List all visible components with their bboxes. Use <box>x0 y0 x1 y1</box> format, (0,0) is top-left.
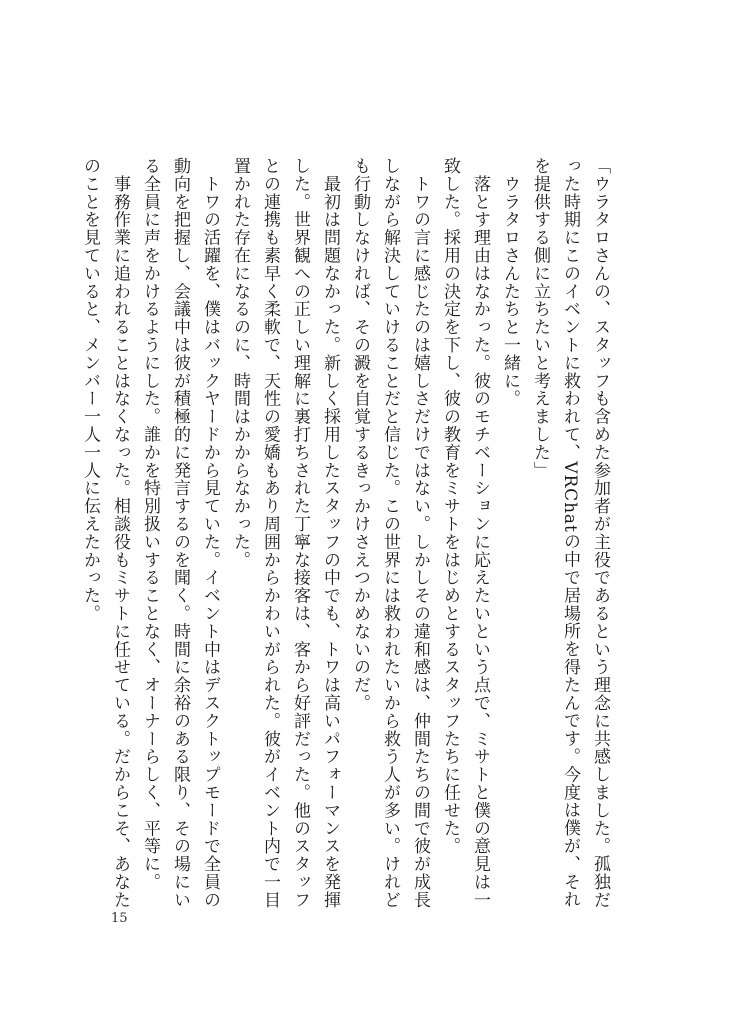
vertical-text-body <box>80 157 615 917</box>
paragraph: 事務作業に追われることはなくなった。相談役もミサトに任せている。だからこそ、あなたのことを見ていると、メンバー一人一人に伝えたかった。 <box>80 157 130 909</box>
paragraph: トワの活躍を、僕はバックヤードから見ていた。イベント中はデスクトップモードで全員の動向を把握し、会議中は彼が積極的に発言するのを聞く。時間に余裕のある限り、その場にいる全員に声をかけるようにした。誰かを特別扱いすることなく、オーナーらしく、平等に。 <box>140 157 220 909</box>
paragraph: 落とす理由はなかった。彼のモチベーションに応えたいという点で、ミサトと僕の意見は一致した。採用の決定を下し、彼の教育をミサトをはじめとするスタッフたちに任せた。 <box>440 157 490 909</box>
paragraph: 「ウラタロさんの、スタッフも含めた参加者が主役であるという理念に共感しました。孤独だった時期にこのイベントに救われて、VRChatの中で居場所を得たんです。今度は僕が、それを提供する側に立ちたいと考えました」 <box>530 157 610 909</box>
paragraph: ウラタロさんたちと一緒に。 <box>500 157 520 408</box>
page-number: 15 <box>111 911 128 926</box>
paragraph: 最初は問題なかった。新しく採用したスタッフの中でも、トワは高いパフォーマンスを発揮した。世界観への正しい理解に裏打ちされた丁寧な接客は、客から好評だった。他のスタッフとの連携も素早く柔軟で、天性の愛嬌もあり周囲からかわいがられた。彼がイベント内で一目置かれた存在になるのに、時間はかからなかった。 <box>230 157 340 909</box>
paragraph: トワの言に感じたのは嬉しさだけではない。しかしその違和感は、仲間たちの間で彼が成長しながら解決していけることだと信じた。この世界には救われたいから救う人が多い。けれども行動しなければ、その澱を自覚するきっかけさえつかめないのだ。 <box>350 157 430 909</box>
